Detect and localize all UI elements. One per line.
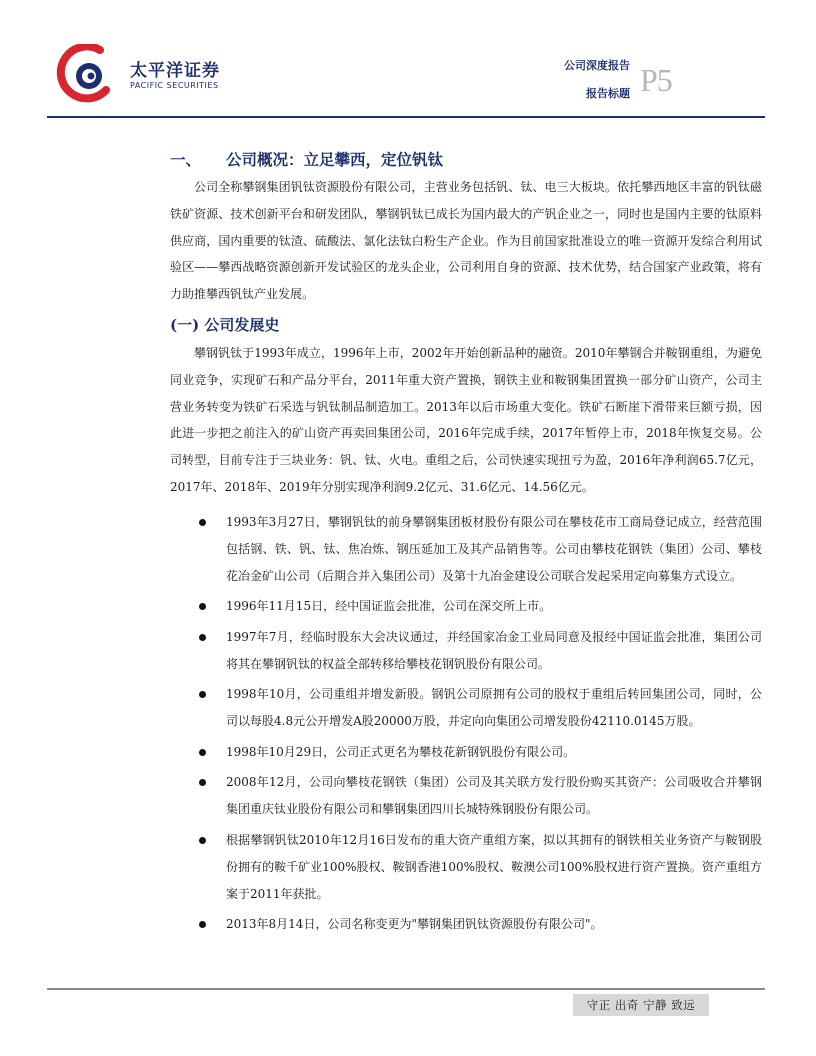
intro-paragraph: 公司全称攀钢集团钒钛资源股份有限公司，主营业务包括钒、钛、电三大板块。依托攀西地区丰富的钒钛磁铁矿资源、技术创新平台和研发团队，攀钢钒钛已成长为国内最大的产钒企业之一，同时也是国内主要的钛原料供应商，国内重要的钛渣、硫酸法、氯化法钛白粉生产企业。作为目前国家批准设立的唯一资源开发综合利用试验区——攀西战略资源创新开发试验区的龙头企业，公司利用自身的资源、技术优势，结合国家产业政策，将有力助推攀西钒钛产业发展。 [170, 180, 762, 302]
bullet-dot-icon [199, 519, 206, 526]
document-body [170, 146, 762, 942]
bullet-dot-icon [199, 921, 206, 928]
subsection-heading: (一) 公司发展史 [170, 315, 280, 334]
logo-chinese-name: 太平洋证券 [130, 61, 220, 81]
bullet-dot-icon [199, 837, 206, 844]
footer-motto: 守正 出奇 宁静 致远 [573, 994, 709, 1016]
page-number: P5 [640, 62, 672, 98]
list-item: 2008年12月，公司向攀枝花钢铁（集团）公司及其关联方发行股份购买其资产：公司吸收合并攀钢集团重庆钛业股份有限公司和攀钢集团四川长城特殊钢股份有限公司。 [170, 769, 762, 823]
bullet-dot-icon [199, 691, 206, 698]
bullet-dot-icon [199, 603, 206, 610]
bullet-dot-icon [199, 779, 206, 786]
list-item: 1993年3月27日，攀钢钒钛的前身攀钢集团板材股份有限公司在攀枝花市工商局登记成立，经营范围包括钢、铁、钒、钛、焦冶炼、钢压延加工及其产品销售等。公司由攀枝花钢铁（集团）公司、攀枝花冶金矿山公司（后期合并入集团公司）及第十九冶金建设公司联合发起采用定向募集方式设立。 [170, 509, 762, 590]
company-logo [56, 44, 226, 106]
list-item: 1997年7月，经临时股东大会决议通过，并经国家冶金工业局同意及报经中国证监会批准，集团公司将其在攀钢钒钛的权益全部转移给攀枝花钢钒股份有限公司。 [170, 624, 762, 678]
section-title: 公司概况：立足攀西，定位钒钛 [226, 150, 444, 169]
list-item: 2013年8月14日，公司名称变更为"攀钢集团钒钛资源股份有限公司"。 [170, 911, 762, 938]
history-paragraph: 攀钢钒钛于1993年成立，1996年上市，2002年开始创新品种的融资。2010年攀钢合并鞍钢重组，为避免同业竞争，实现矿石和产品分平台，2011年重大资产置换，钢铁主业和鞍钢集团置换一部分矿山资产，公司主营业务转变为铁矿石采选与钒钛制品制造加工。2013年以后市场重大变化。铁矿石断崖下滑带来巨额亏损，因此进一步把之前注入的矿山资产再卖回集团公司，2016年完成手续，2017年暂停上市，2018年恢复交易。公司转型，目前专注于三块业务：钒、钛、火电。重组之后，公司快速实现扭亏为盈，2016年净利润65.7亿元，2017年、2018年、2019年分别实现净利润9.2亿元、31.6亿元、14.56亿元。 [170, 345, 762, 494]
header-divider [47, 116, 765, 118]
history-timeline-list [170, 509, 762, 939]
list-item: 1998年10月29日，公司正式更名为攀枝花新钢钒股份有限公司。 [170, 739, 762, 766]
logo-english-name: PACIFIC SECURITIES [130, 81, 219, 90]
list-item: 1996年11月15日，经中国证监会批准，公司在深交所上市。 [170, 593, 762, 620]
pacific-securities-logo-icon [56, 44, 118, 106]
bullet-dot-icon [199, 749, 206, 756]
list-item: 1998年10月，公司重组并增发新股。钢钒公司原拥有公司的股权于重组后转回集团公司，同时，公司以每股4.8元公开增发A股20000万股，并定向向集团公司增发股份42110.0145万股。 [170, 681, 762, 735]
footer-divider [47, 988, 765, 990]
report-type: 公司深度报告 [564, 59, 630, 72]
section-heading [170, 146, 762, 174]
section-number: 一、 [170, 150, 202, 169]
report-title: 报告标题 [586, 87, 630, 100]
bullet-dot-icon [199, 634, 206, 641]
list-item: 根据攀钢钒钛2010年12月16日发布的重大资产重组方案，拟以其拥有的钢铁相关业务资产与鞍钢股份拥有的鞍千矿业100%股权、鞍钢香港100%股权、鞍澳公司100%股权进行资产置换。资产重组方案于2011年获批。 [170, 827, 762, 908]
